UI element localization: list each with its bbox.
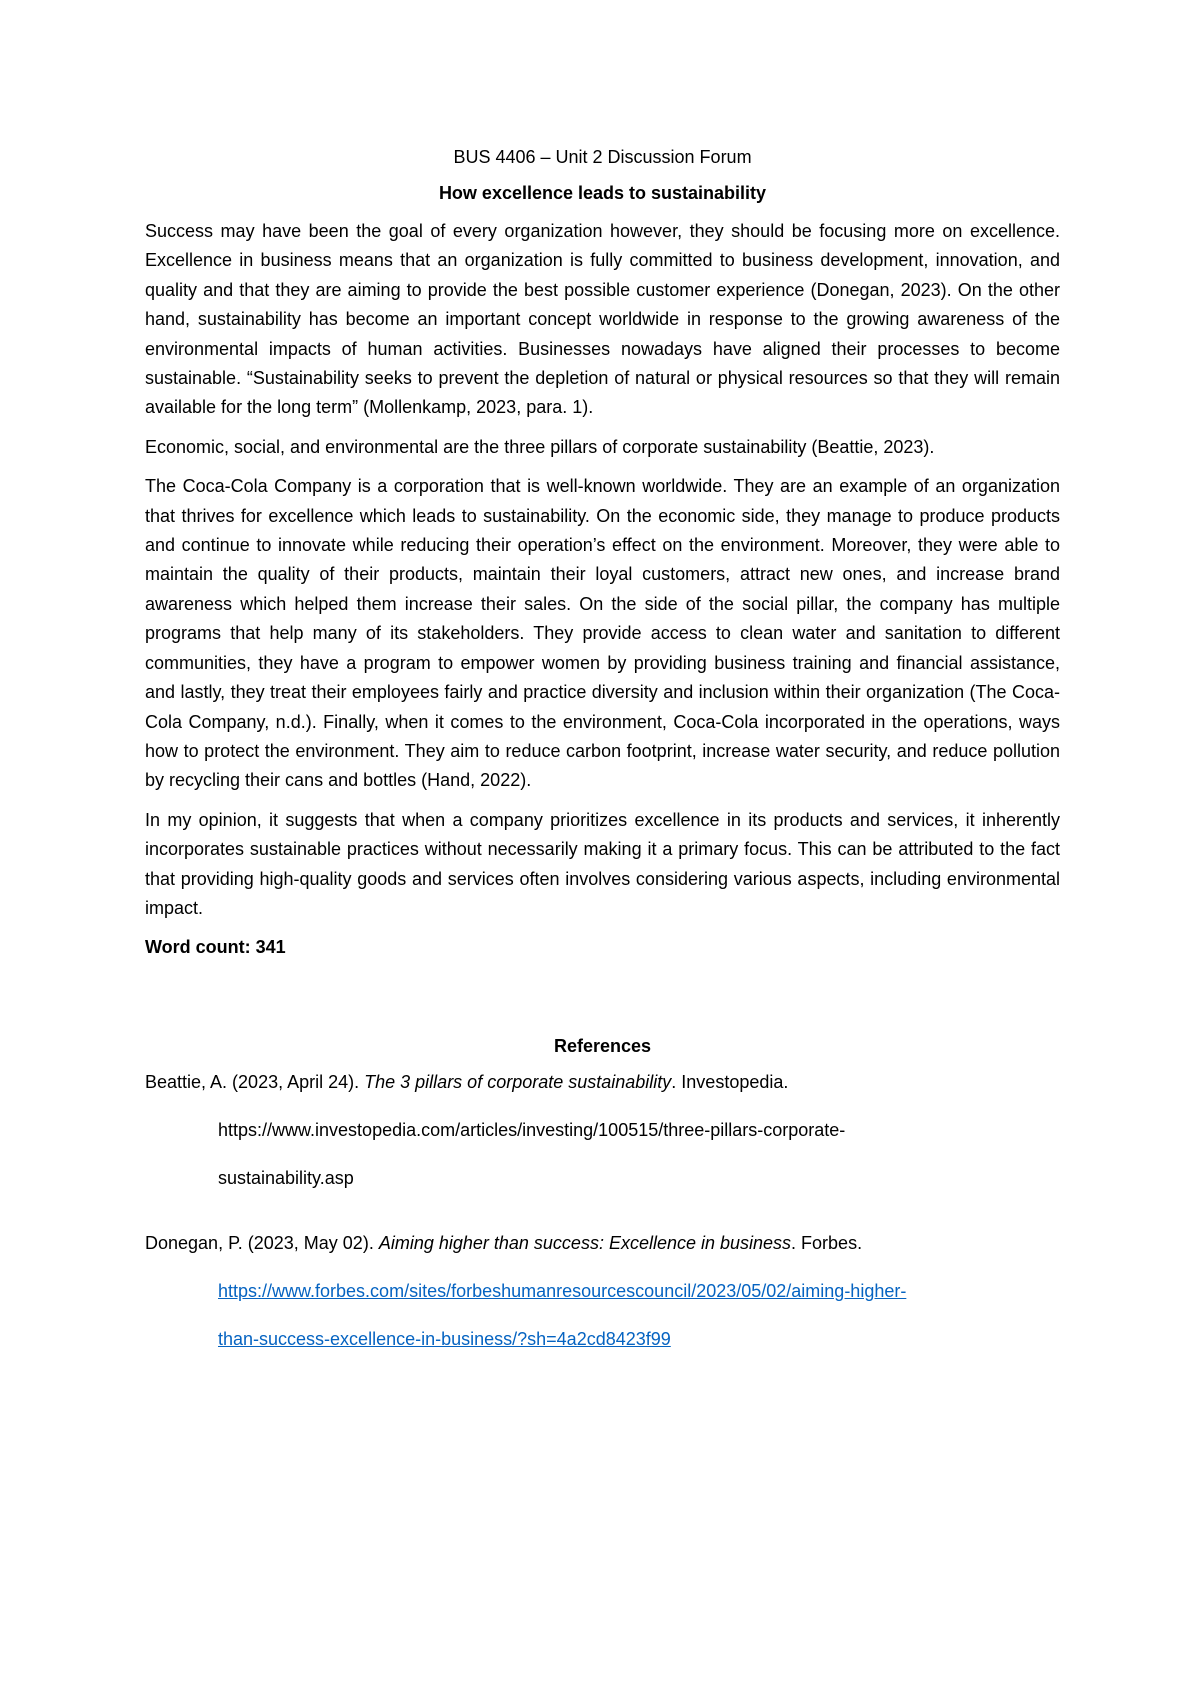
reference-title: Aiming higher than success: Excellence in business (378, 1233, 792, 1254)
body-paragraph-1: Success may have been the goal of every organization however, they should be focusing more on excellence. Excellence in business means that an organization is fully committed to business development, innovation, and quality and that they are aiming to provide the best possible customer experience (Donegan, 2023). On the other hand, sustainability has become an important concept worldwide in response to the growing awareness of the environmental impacts of human activities. Businesses nowadays have aligned their processes to become sustainable. “Sustainability seeks to prevent the depletion of natural or physical resources so that they will remain available for the long term” (Mollenkamp, 2023, para. 1). (145, 221, 1060, 418)
reference-url-line-1: https://www.investopedia.com/articles/investing/100515/three-pillars-corporate- (218, 1120, 846, 1141)
reference-item (145, 1068, 1060, 1193)
body-paragraph-2: Economic, social, and environmental are the three pillars of corporate sustainability (Beattie, 2023). (145, 436, 935, 457)
reference-item (145, 1229, 1060, 1354)
word-count: Word count: 341 (145, 937, 286, 958)
reference-url-line-2: sustainability.asp (218, 1168, 354, 1189)
reference-source: . Forbes. (791, 1233, 863, 1254)
reference-link-line-2[interactable]: than-success-excellence-in-business/?sh=4a2cd8423f99 (218, 1329, 671, 1350)
reference-source: . Investopedia. (671, 1072, 789, 1093)
references-heading: References (553, 1036, 652, 1057)
body-paragraph-4: In my opinion, it suggests that when a company prioritizes excellence in its products and services, it inherently incorporates sustainable practices without necessarily making it a primary focus. This can be attributed to the fact that providing high-quality goods and services often involves considering various aspects, including environmental impact. (145, 809, 1060, 918)
reference-title: The 3 pillars of corporate sustainability (364, 1072, 672, 1093)
reference-author-date: Beattie, A. (2023, April 24). (145, 1072, 365, 1093)
body-paragraph-3: The Coca-Cola Company is a corporation that is well-known worldwide. They are an example of an organization that thrives for excellence which leads to sustainability. On the economic side, they manage to produce products and continue to innovate while reducing their operation’s effect on the environment. Moreover, they were able to maintain the quality of their products, maintain their loyal customers, attract new ones, and increase brand awareness which helped them increase their sales. On the side of the social pillar, the company has multiple programs that help many of its stakeholders. They provide access to clean water and sanitation to different communities, they have a program to empower women by providing business training and financial assistance, and lastly, they treat their employees fairly and practice diversity and inclusion within their organization (The Coca-Cola Company, n.d.). Finally, when it comes to the environment, Coca-Cola incorporated in the operations, ways how to protect the environment. They aim to reduce carbon footprint, increase water security, and reduce pollution by recycling their cans and bottles (Hand, 2022). (145, 476, 1060, 791)
course-title: BUS 4406 – Unit 2 Discussion Forum (453, 147, 752, 167)
essay-title: How excellence leads to sustainability (438, 183, 767, 203)
reference-author-date: Donegan, P. (2023, May 02). (145, 1233, 379, 1254)
references-list (145, 1068, 1060, 1354)
reference-citation (145, 1068, 1060, 1097)
reference-link-line-1[interactable]: https://www.forbes.com/sites/forbeshumanresourcescouncil/2023/05/02/aiming-higher- (218, 1281, 907, 1302)
reference-citation (145, 1229, 1060, 1258)
